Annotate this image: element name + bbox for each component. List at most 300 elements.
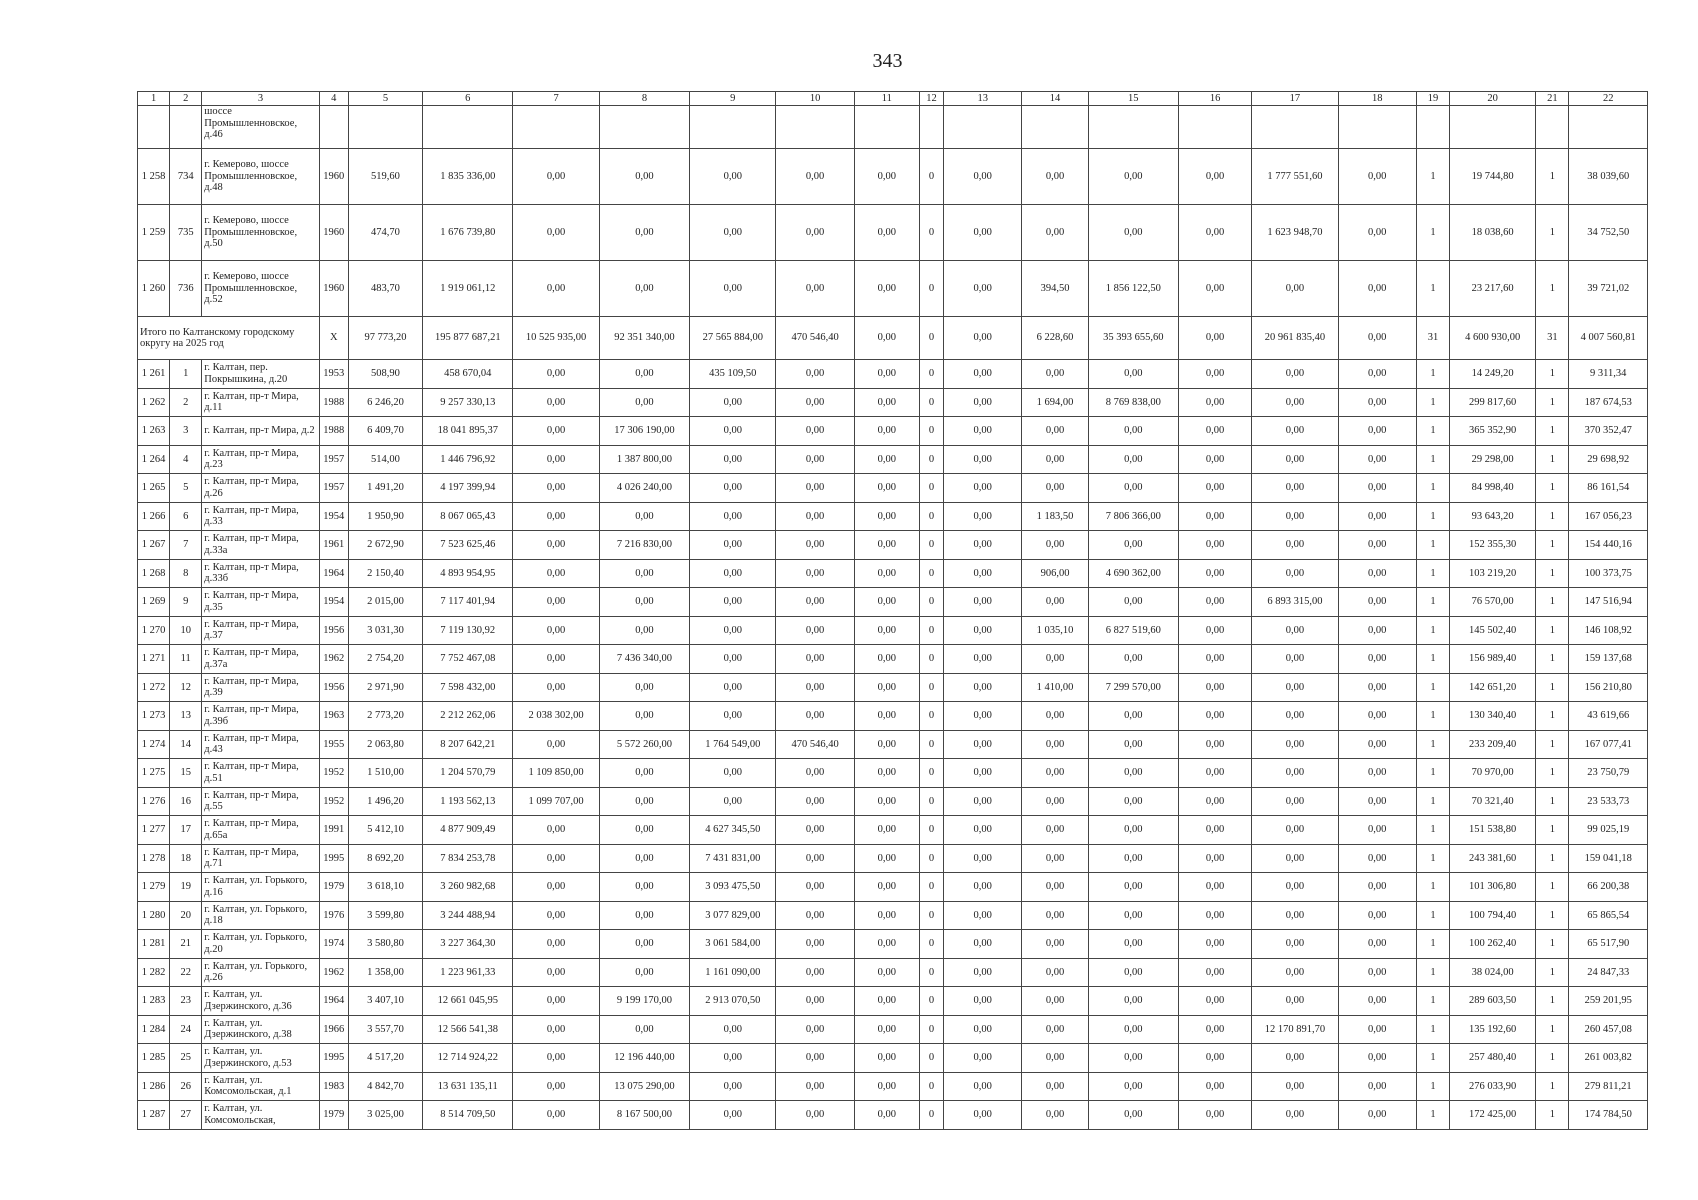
empty-cell (348, 106, 422, 149)
data-cell: 0,00 (1338, 930, 1416, 959)
empty-cell (854, 106, 919, 149)
table-row (138, 816, 1648, 845)
data-cell: 1 109 850,00 (513, 759, 599, 788)
data-cell: 0,00 (690, 149, 776, 205)
data-cell: 0,00 (690, 261, 776, 317)
address-cell: г. Калтан, ул. Комсомольская, д.1 (202, 1072, 319, 1101)
data-cell: 17 (170, 816, 202, 845)
data-cell: 6 246,20 (348, 388, 422, 417)
data-cell: 0,00 (776, 261, 854, 317)
total-cell: 31 (1536, 317, 1569, 360)
data-cell: 0,00 (1178, 360, 1251, 389)
data-cell: 93 643,20 (1450, 502, 1536, 531)
data-cell: 0,00 (513, 261, 599, 317)
data-cell: 1 (1536, 1101, 1569, 1130)
data-cell: 0,00 (1022, 730, 1088, 759)
data-cell: 0,00 (776, 759, 854, 788)
total-cell: 0,00 (854, 317, 919, 360)
data-cell: 0 (919, 531, 943, 560)
data-cell: 1 (1416, 759, 1449, 788)
data-cell: 0,00 (776, 987, 854, 1016)
data-cell: 0,00 (1252, 759, 1338, 788)
table-row (138, 1101, 1648, 1130)
data-cell: 0,00 (690, 673, 776, 702)
data-cell: 1957 (319, 474, 348, 503)
data-cell: 0,00 (1088, 360, 1178, 389)
data-cell: 289 603,50 (1450, 987, 1536, 1016)
data-cell: 24 (170, 1015, 202, 1044)
data-cell: 23 750,79 (1569, 759, 1648, 788)
column-header: 21 (1536, 92, 1569, 106)
data-cell: 0 (919, 388, 943, 417)
data-cell: 0,00 (1252, 1044, 1338, 1073)
data-cell: 172 425,00 (1450, 1101, 1536, 1130)
data-cell: 1 272 (138, 673, 170, 702)
data-cell: 0,00 (1178, 930, 1251, 959)
data-cell: 514,00 (348, 445, 422, 474)
data-cell: 0,00 (599, 873, 689, 902)
data-cell: 0,00 (599, 1015, 689, 1044)
data-cell: 0,00 (690, 531, 776, 560)
address-cell: г. Калтан, ул. Дзержинского, д.38 (202, 1015, 319, 1044)
page-number: 343 (872, 50, 903, 72)
data-cell: 11 (170, 645, 202, 674)
data-cell: 0,00 (944, 730, 1022, 759)
data-cell: 0,00 (1178, 787, 1251, 816)
data-cell: 1 287 (138, 1101, 170, 1130)
data-cell: 6 893 315,00 (1252, 588, 1338, 617)
data-cell: 0,00 (1088, 987, 1178, 1016)
data-cell: 0,00 (690, 417, 776, 446)
table-row (138, 417, 1648, 446)
data-cell: 0,00 (1338, 1101, 1416, 1130)
data-cell: 0,00 (776, 673, 854, 702)
data-cell: 1 (1536, 388, 1569, 417)
data-cell: 0,00 (1088, 1072, 1178, 1101)
data-cell: 8 207 642,21 (423, 730, 513, 759)
data-cell: 0,00 (1088, 645, 1178, 674)
data-cell: 1 (1416, 616, 1449, 645)
data-cell: 4 690 362,00 (1088, 559, 1178, 588)
data-cell: 0,00 (599, 930, 689, 959)
data-cell: 261 003,82 (1569, 1044, 1648, 1073)
data-cell: 0,00 (1022, 445, 1088, 474)
data-cell: 1 (1416, 987, 1449, 1016)
data-cell: 1 (1536, 559, 1569, 588)
data-cell: 1956 (319, 673, 348, 702)
data-cell: 1 (1416, 1044, 1449, 1073)
data-cell: 9 257 330,13 (423, 388, 513, 417)
data-cell: 1 950,90 (348, 502, 422, 531)
data-cell: 0,00 (1088, 730, 1178, 759)
data-cell: 1 (1416, 474, 1449, 503)
table-row (138, 844, 1648, 873)
data-cell: 0,00 (944, 787, 1022, 816)
address-cell: г. Кемерово, шоссе Промышленновское, д.52 (202, 261, 319, 317)
data-cell: 1953 (319, 360, 348, 389)
data-cell: 0,00 (854, 474, 919, 503)
data-cell: 1 (1536, 759, 1569, 788)
data-cell: 0,00 (1252, 417, 1338, 446)
data-cell: 1954 (319, 502, 348, 531)
data-cell: 0,00 (944, 1101, 1022, 1130)
data-cell: 0,00 (776, 645, 854, 674)
address-cell: г. Калтан, ул. Комсомольская, (202, 1101, 319, 1130)
data-cell: 0,00 (1178, 816, 1251, 845)
data-cell: 0,00 (854, 1015, 919, 1044)
data-cell: 0,00 (776, 787, 854, 816)
data-cell: 0,00 (1088, 1015, 1178, 1044)
data-cell: 0,00 (944, 502, 1022, 531)
data-cell: 23 533,73 (1569, 787, 1648, 816)
data-cell: 0,00 (776, 474, 854, 503)
data-cell: 0,00 (1178, 531, 1251, 560)
data-cell: 1979 (319, 1101, 348, 1130)
data-cell: 29 298,00 (1450, 445, 1536, 474)
data-cell: 1 266 (138, 502, 170, 531)
data-cell: 14 (170, 730, 202, 759)
data-cell: 7 119 130,92 (423, 616, 513, 645)
data-cell: 0,00 (1252, 787, 1338, 816)
data-cell: 0,00 (513, 901, 599, 930)
data-cell: 508,90 (348, 360, 422, 389)
data-cell: 2 672,90 (348, 531, 422, 560)
data-cell: 1 271 (138, 645, 170, 674)
data-cell: 0,00 (854, 673, 919, 702)
address-cell: г. Калтан, ул. Дзержинского, д.53 (202, 1044, 319, 1073)
data-cell: 1 694,00 (1022, 388, 1088, 417)
data-cell: 0,00 (513, 673, 599, 702)
data-cell: 0,00 (944, 873, 1022, 902)
total-cell: 4 600 930,00 (1450, 317, 1536, 360)
data-cell: 23 (170, 987, 202, 1016)
data-cell: 5 572 260,00 (599, 730, 689, 759)
data-cell: 1 269 (138, 588, 170, 617)
table-row (138, 987, 1648, 1016)
data-cell: 1 491,20 (348, 474, 422, 503)
table-row (138, 474, 1648, 503)
total-cell: 27 565 884,00 (690, 317, 776, 360)
data-cell: 1 280 (138, 901, 170, 930)
data-cell: 1988 (319, 417, 348, 446)
data-cell: 0,00 (1338, 901, 1416, 930)
data-cell: 1976 (319, 901, 348, 930)
data-cell: 0,00 (1088, 588, 1178, 617)
data-cell: 0 (919, 205, 943, 261)
data-cell: 0,00 (599, 388, 689, 417)
data-cell: 0 (919, 588, 943, 617)
data-cell: 0,00 (1088, 1044, 1178, 1073)
data-cell: 1 (1416, 901, 1449, 930)
data-cell: 13 631 135,11 (423, 1072, 513, 1101)
data-cell: 25 (170, 1044, 202, 1073)
data-cell: 1964 (319, 987, 348, 1016)
data-cell: 1 285 (138, 1044, 170, 1073)
data-cell: 0,00 (1178, 1072, 1251, 1101)
data-cell: 4 517,20 (348, 1044, 422, 1073)
column-header: 20 (1450, 92, 1536, 106)
data-cell: 0,00 (599, 673, 689, 702)
address-cell: г. Калтан, пр-т Мира, д.39б (202, 702, 319, 731)
data-cell: 1 (1536, 730, 1569, 759)
data-cell: 26 (170, 1072, 202, 1101)
data-cell: 0,00 (1178, 588, 1251, 617)
data-cell: 0,00 (776, 1044, 854, 1073)
data-cell: 257 480,40 (1450, 1044, 1536, 1073)
address-cell: г. Калтан, ул. Дзержинского, д.36 (202, 987, 319, 1016)
data-cell: 0,00 (1252, 873, 1338, 902)
data-cell: 3 227 364,30 (423, 930, 513, 959)
total-cell: 6 228,60 (1022, 317, 1088, 360)
data-cell: 1 286 (138, 1072, 170, 1101)
data-cell: 0,00 (1088, 1101, 1178, 1130)
address-cell: г. Калтан, пр-т Мира, д.2 (202, 417, 319, 446)
data-cell: 0,00 (1022, 816, 1088, 845)
data-cell: 0,00 (599, 616, 689, 645)
data-cell: 3 093 475,50 (690, 873, 776, 902)
data-cell: 0,00 (1022, 958, 1088, 987)
data-cell: 3 580,80 (348, 930, 422, 959)
data-cell: 0,00 (776, 502, 854, 531)
address-cell: г. Калтан, ул. Горького, д.16 (202, 873, 319, 902)
data-cell: 0,00 (513, 149, 599, 205)
table-row (138, 502, 1648, 531)
data-cell: 0,00 (599, 787, 689, 816)
data-cell: 0,00 (776, 930, 854, 959)
address-cell: г. Калтан, ул. Горького, д.26 (202, 958, 319, 987)
data-cell: 23 217,60 (1450, 261, 1536, 317)
column-header: 12 (919, 92, 943, 106)
data-cell: 0,00 (1178, 559, 1251, 588)
data-cell: 19 744,80 (1450, 149, 1536, 205)
total-cell: 470 546,40 (776, 317, 854, 360)
data-cell: 0,00 (599, 901, 689, 930)
total-cell: X (319, 317, 348, 360)
data-cell: 29 698,92 (1569, 445, 1648, 474)
table-row (138, 559, 1648, 588)
address-cell: г. Калтан, пр-т Мира, д.37а (202, 645, 319, 674)
data-cell: 0,00 (854, 958, 919, 987)
data-cell: 0,00 (854, 759, 919, 788)
data-cell: 0,00 (1088, 816, 1178, 845)
data-cell: 0,00 (1022, 417, 1088, 446)
empty-cell (944, 106, 1022, 149)
data-cell: 1 (1536, 261, 1569, 317)
data-cell: 0,00 (1088, 702, 1178, 731)
data-cell: 0 (919, 1015, 943, 1044)
column-header: 17 (1252, 92, 1338, 106)
data-cell: 1 (1536, 901, 1569, 930)
empty-cell (1338, 106, 1416, 149)
data-cell: 12 714 924,22 (423, 1044, 513, 1073)
data-cell: 0,00 (1252, 474, 1338, 503)
data-cell: 1 (1416, 673, 1449, 702)
data-cell: 5 412,10 (348, 816, 422, 845)
data-cell: 0,00 (599, 360, 689, 389)
table-row (138, 645, 1648, 674)
column-header: 2 (170, 92, 202, 106)
data-cell: 159 041,18 (1569, 844, 1648, 873)
data-cell: 2 (170, 388, 202, 417)
data-cell: 3 244 488,94 (423, 901, 513, 930)
data-cell: 0,00 (1178, 730, 1251, 759)
address-cell: г. Калтан, пр-т Мира, д.39 (202, 673, 319, 702)
data-cell: 9 199 170,00 (599, 987, 689, 1016)
data-cell: 0,00 (1338, 261, 1416, 317)
data-cell: 3 025,00 (348, 1101, 422, 1130)
data-cell: 0,00 (1252, 360, 1338, 389)
data-cell: 6 827 519,60 (1088, 616, 1178, 645)
data-cell: 4 197 399,94 (423, 474, 513, 503)
data-cell: 0,00 (599, 844, 689, 873)
data-cell: 0 (919, 873, 943, 902)
data-cell: 0 (919, 474, 943, 503)
data-cell: 0,00 (1088, 787, 1178, 816)
data-cell: 0 (919, 787, 943, 816)
data-cell: 0,00 (1338, 787, 1416, 816)
data-cell: 0,00 (1022, 901, 1088, 930)
data-cell: 0,00 (690, 702, 776, 731)
data-cell: 100 262,40 (1450, 930, 1536, 959)
data-cell: 146 108,92 (1569, 616, 1648, 645)
column-header: 7 (513, 92, 599, 106)
data-cell: 39 721,02 (1569, 261, 1648, 317)
data-cell: 1 510,00 (348, 759, 422, 788)
data-cell: 1 (1416, 816, 1449, 845)
data-cell: 1 (1536, 787, 1569, 816)
data-cell: 1964 (319, 559, 348, 588)
data-cell: 0,00 (513, 645, 599, 674)
data-cell: 0,00 (513, 588, 599, 617)
data-cell: 0,00 (776, 149, 854, 205)
data-cell: 0 (919, 901, 943, 930)
data-cell: 142 651,20 (1450, 673, 1536, 702)
table-row (138, 360, 1648, 389)
data-cell: 2 971,90 (348, 673, 422, 702)
table-row (138, 958, 1648, 987)
data-cell: 0,00 (1178, 417, 1251, 446)
data-cell: 151 538,80 (1450, 816, 1536, 845)
data-cell: 1 (1536, 360, 1569, 389)
table-row (138, 388, 1648, 417)
data-cell: 12 196 440,00 (599, 1044, 689, 1073)
data-cell: 0,00 (513, 816, 599, 845)
column-header: 18 (1338, 92, 1416, 106)
data-cell: 1 282 (138, 958, 170, 987)
data-cell: 0,00 (854, 702, 919, 731)
data-cell: 65 865,54 (1569, 901, 1648, 930)
data-cell: 1 (1416, 730, 1449, 759)
data-cell: 0,00 (854, 360, 919, 389)
data-cell: 0,00 (1022, 759, 1088, 788)
data-cell: 0,00 (854, 730, 919, 759)
data-cell: 99 025,19 (1569, 816, 1648, 845)
data-cell: 0,00 (1178, 445, 1251, 474)
data-cell: 7 834 253,78 (423, 844, 513, 873)
data-cell: 0,00 (944, 360, 1022, 389)
data-cell: 0,00 (599, 502, 689, 531)
data-cell: 0,00 (1252, 816, 1338, 845)
data-cell: 156 210,80 (1569, 673, 1648, 702)
data-cell: 0,00 (944, 261, 1022, 317)
address-cell: г. Кемерово, шоссе Промышленновское, д.48 (202, 149, 319, 205)
address-cell: г. Калтан, пр-т Мира, д.37 (202, 616, 319, 645)
data-cell: 1 (1416, 702, 1449, 731)
data-cell: 0,00 (1022, 588, 1088, 617)
data-cell: 0,00 (1022, 987, 1088, 1016)
data-cell: 1988 (319, 388, 348, 417)
data-cell: 0 (919, 958, 943, 987)
data-cell: 0,00 (1088, 759, 1178, 788)
data-cell: 2 015,00 (348, 588, 422, 617)
data-cell: 0,00 (513, 616, 599, 645)
data-cell: 1 (1536, 1072, 1569, 1101)
data-cell: 0,00 (1338, 445, 1416, 474)
data-cell: 1 (1536, 502, 1569, 531)
data-cell: 1 387 800,00 (599, 445, 689, 474)
total-cell: 35 393 655,60 (1088, 317, 1178, 360)
data-cell: 0,00 (944, 844, 1022, 873)
data-cell: 0,00 (1022, 360, 1088, 389)
data-cell: 0,00 (854, 1044, 919, 1073)
data-cell: 159 137,68 (1569, 645, 1648, 674)
data-cell: 1 (1536, 149, 1569, 205)
data-cell: 0,00 (690, 645, 776, 674)
empty-cell (138, 106, 170, 149)
data-cell: 167 077,41 (1569, 730, 1648, 759)
data-cell: 1 183,50 (1022, 502, 1088, 531)
data-cell: 3 557,70 (348, 1015, 422, 1044)
data-cell: 100 794,40 (1450, 901, 1536, 930)
data-cell: 1952 (319, 787, 348, 816)
data-cell: 1 258 (138, 149, 170, 205)
data-cell: 3 061 584,00 (690, 930, 776, 959)
data-cell: 135 192,60 (1450, 1015, 1536, 1044)
data-cell: 6 (170, 502, 202, 531)
data-cell: 1954 (319, 588, 348, 617)
total-cell: 31 (1416, 317, 1449, 360)
data-cell: 0,00 (1338, 616, 1416, 645)
data-cell: 0,00 (690, 1015, 776, 1044)
data-cell: 0,00 (1252, 1072, 1338, 1101)
table-row (138, 873, 1648, 902)
data-cell: 2 754,20 (348, 645, 422, 674)
data-cell: 0,00 (776, 205, 854, 261)
table-row (138, 673, 1648, 702)
data-cell: 1 (1416, 205, 1449, 261)
data-cell: 0 (919, 559, 943, 588)
data-cell: 4 627 345,50 (690, 816, 776, 845)
data-cell: 0,00 (854, 261, 919, 317)
address-cell: г. Калтан, пр-т Мира, д.71 (202, 844, 319, 873)
data-cell: 1 223 961,33 (423, 958, 513, 987)
empty-cell (423, 106, 513, 149)
data-cell: 0 (919, 1044, 943, 1073)
data-cell: 0,00 (599, 816, 689, 845)
address-cell: г. Калтан, пр-т Мира, д.33а (202, 531, 319, 560)
data-cell: 1983 (319, 1072, 348, 1101)
data-cell: 0,00 (1338, 844, 1416, 873)
data-cell: 474,70 (348, 205, 422, 261)
data-cell: 167 056,23 (1569, 502, 1648, 531)
data-cell: 1 (1416, 645, 1449, 674)
data-cell: 1 623 948,70 (1252, 205, 1338, 261)
data-cell: 0,00 (854, 873, 919, 902)
data-cell: 0,00 (1338, 474, 1416, 503)
data-cell: 1 (1536, 1015, 1569, 1044)
data-cell: 0,00 (690, 588, 776, 617)
data-cell: 1 (1416, 958, 1449, 987)
